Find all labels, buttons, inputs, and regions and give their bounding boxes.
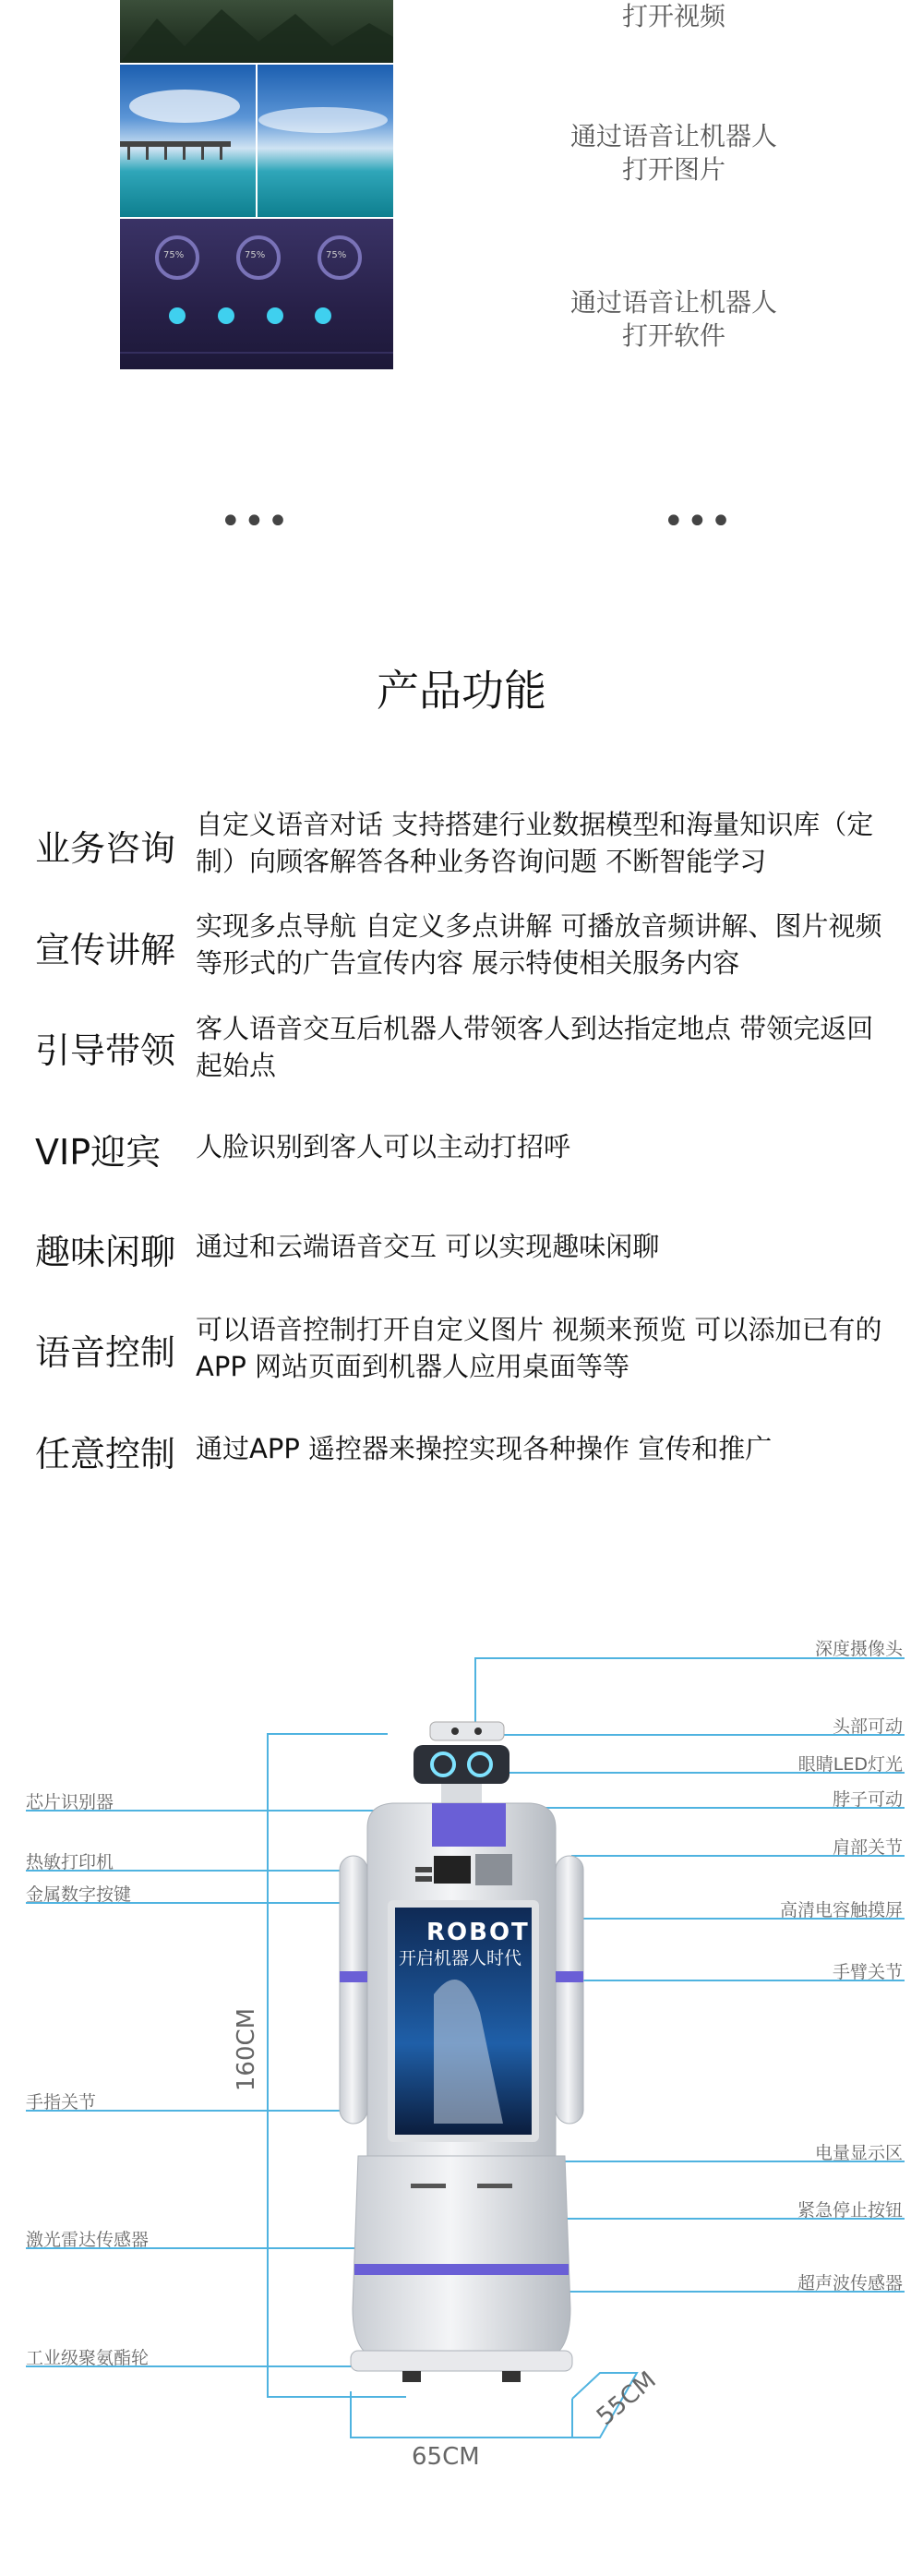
demo-caption-video	[517, 0, 831, 33]
software-thumbnail	[120, 219, 393, 369]
beach-scene	[120, 65, 393, 217]
label-head-movable: 头部可动	[832, 1716, 903, 1737]
screen-subtitle: 开启机器人时代	[399, 1948, 522, 1968]
caption-line: 打开软件	[621, 320, 725, 351]
feature-label: 趣味闲聊	[35, 1232, 176, 1272]
label-lidar-sensor: 激光雷达传感器	[26, 2230, 150, 2250]
gauge-value: 75%	[326, 250, 347, 260]
feature-desc: 可以语音控制打开自定义图片 视频来预览 可以添加已有的APP 网站页面到机器人应用桌面等等	[196, 1314, 882, 1382]
width-dimension: 65CM	[412, 2443, 480, 2471]
feature-desc: 实现多点导航 自定义多点讲解 可播放音频讲解、图片视频等形式的广告宣传内容 展示特使相关服务内容	[196, 910, 882, 979]
more-indicator-right: •••	[663, 500, 734, 543]
forest-scene	[120, 0, 393, 63]
more-indicator-left: •••	[220, 500, 291, 543]
label-depth-camera: 深度摄像头	[814, 1639, 903, 1659]
label-ultrasonic-sensor: 超声波传感器	[797, 2273, 903, 2293]
feature-desc: 通过和云端语音交互 可以实现趣味闲聊	[196, 1231, 660, 1262]
feature-desc: 客人语音交互后机器人带领客人到达指定地点 带领完返回起始点	[196, 1013, 874, 1081]
app-ui-scene	[120, 219, 393, 369]
caption-line: 通过语音让机器人	[569, 121, 777, 151]
caption-line: 打开视频	[621, 1, 725, 31]
feature-label: 语音控制	[35, 1332, 176, 1373]
feature-desc: 通过APP 遥控器来操控实现各种操作 宣传和推广	[196, 1433, 773, 1464]
image-thumbnail	[120, 65, 393, 217]
video-thumbnail	[120, 0, 393, 63]
section-title: 产品功能	[377, 666, 546, 716]
label-thermal-printer: 热敏打印机	[26, 1852, 114, 1872]
width-bracket	[351, 2391, 572, 2438]
label-neck-movable: 脖子可动	[832, 1789, 903, 1810]
label-touch-screen: 高清电容触摸屏	[779, 1900, 903, 1920]
gauge-value: 75%	[245, 250, 266, 260]
feature-label: 业务咨询	[35, 828, 176, 869]
demo-caption-software	[517, 286, 831, 353]
label-chip-reader: 芯片识别器	[26, 1792, 114, 1812]
label-shoulder-joint: 肩部关节	[832, 1837, 903, 1858]
caption-line: 打开图片	[621, 154, 725, 185]
gauge-value: 75%	[163, 250, 185, 260]
feature-label: 任意控制	[35, 1434, 176, 1475]
screen-title: ROBOT	[426, 1919, 530, 1946]
feature-label: 引导带领	[35, 1030, 176, 1071]
feature-label: VIP迎宾	[35, 1132, 162, 1173]
feature-desc: 人脸识别到客人可以主动打招呼	[196, 1131, 571, 1162]
label-battery-display: 电量显示区	[814, 2143, 903, 2163]
label-eye-led: 眼睛LED灯光	[797, 1754, 903, 1775]
depth-dimension: 55CM	[591, 2365, 662, 2432]
caption-line: 通过语音让机器人	[569, 287, 777, 318]
label-finger-joint: 手指关节	[26, 2092, 97, 2113]
label-emergency-stop: 紧急停止按钮	[797, 2200, 903, 2221]
label-arm-joint: 手臂关节	[832, 1962, 903, 1982]
feature-desc: 自定义语音对话 支持搭建行业数据模型和海量知识库（定制）向顾客解答各种业务咨询问题 不断智能学习	[196, 809, 874, 877]
height-dimension: 160CM	[233, 2007, 261, 2092]
robot-body	[340, 1722, 583, 2382]
demo-caption-image	[517, 120, 831, 187]
feature-label: 宣传讲解	[35, 930, 176, 970]
label-metal-keypad: 金属数字按键	[26, 1884, 132, 1905]
label-pu-wheels: 工业级聚氨酯轮	[26, 2348, 150, 2368]
robot-diagram	[0, 1607, 923, 2576]
